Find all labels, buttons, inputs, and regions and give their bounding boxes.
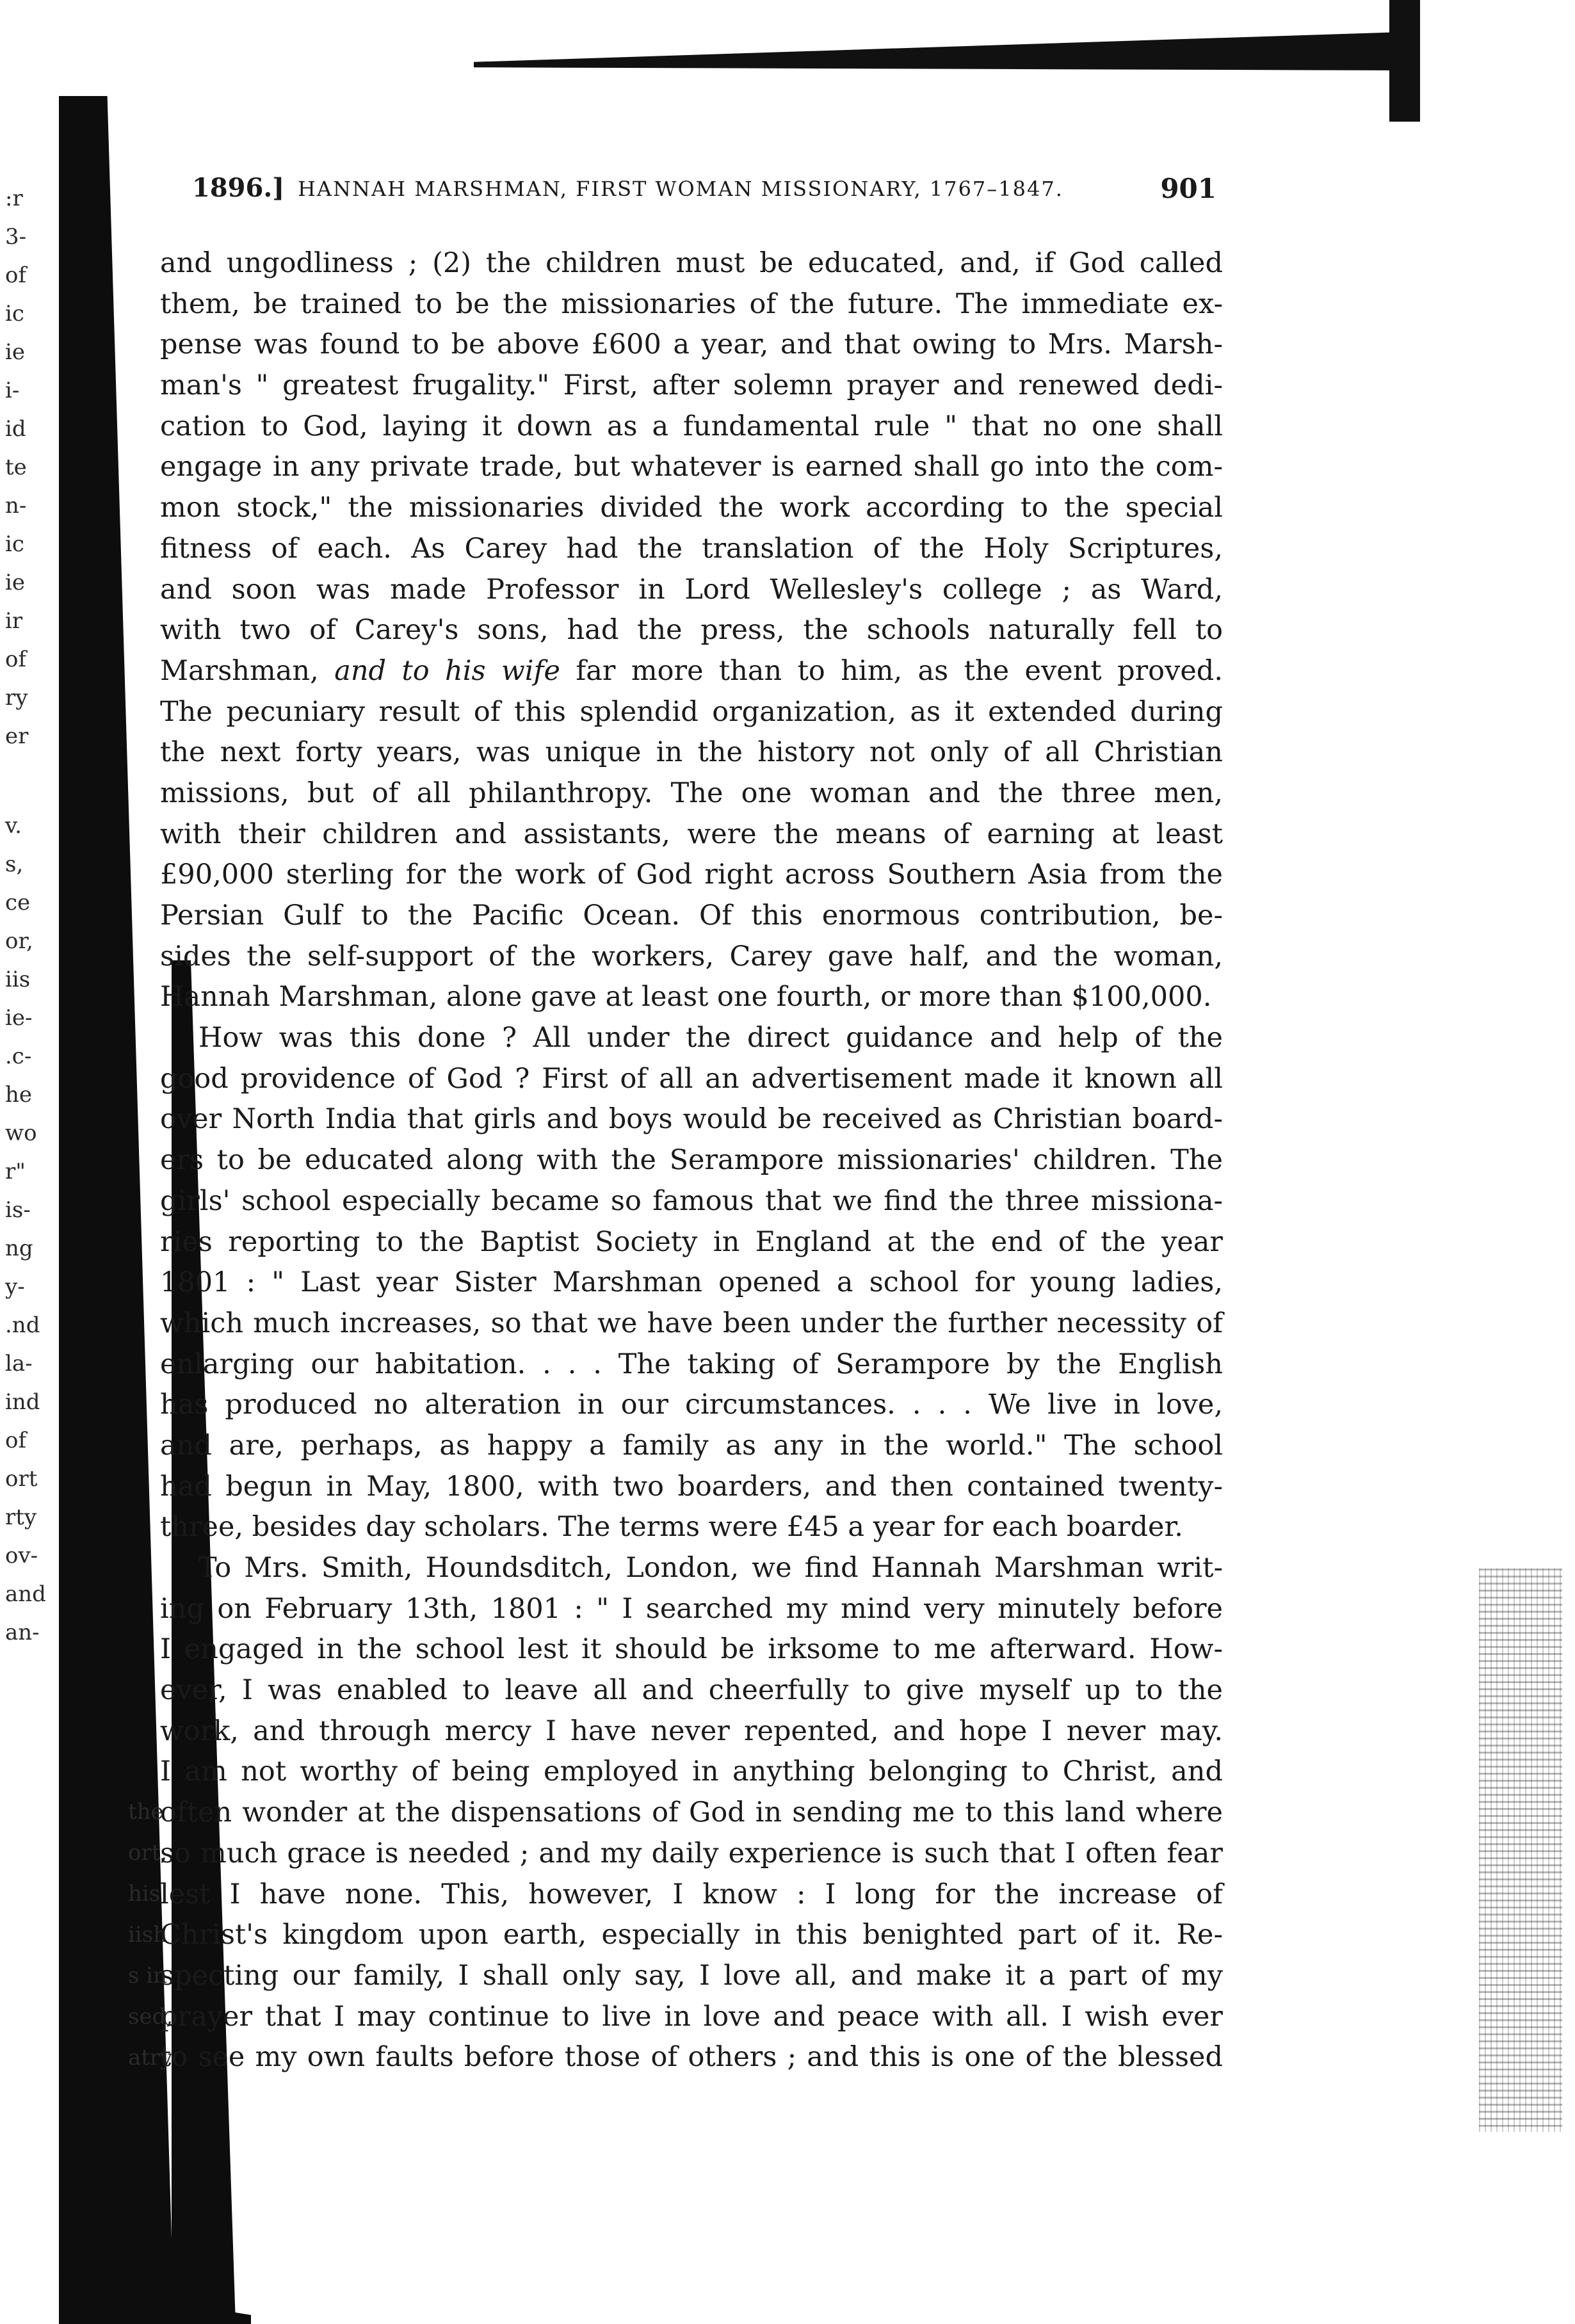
margin-fragment: or, [5, 928, 33, 954]
margin-fragment: ort [5, 1466, 38, 1492]
margin-fragment: s, [5, 851, 24, 877]
margin-fragment: iis [5, 967, 31, 992]
margin-fragment: s in [128, 1963, 168, 1989]
margin-fragment: iish [128, 1922, 168, 1948]
text-line: specting our family, I shall only say, I love all, and make it a part of my [160, 1959, 1223, 1992]
text-line: with their children and assistants, were the means of earning at least [160, 818, 1223, 850]
text-line: Persian Gulf to the Pacific Ocean. Of this enormous contribution, be- [160, 900, 1223, 932]
text-line: Hannah Marshman, alone gave at least one fourth, or more than $100,000. [160, 981, 1212, 1013]
text-line: prayer that I may continue to live in love and peace with all. I wish ever [160, 2000, 1223, 2033]
margin-fragment: rty [5, 1505, 37, 1530]
text-line: over North India that girls and boys would be received as Christian board- [160, 1103, 1223, 1136]
margin-fragment: his [128, 1881, 161, 1907]
body-text [160, 243, 1223, 2078]
margin-fragment: r" [5, 1159, 26, 1184]
scan-noise-right [1479, 1569, 1562, 2132]
running-head [192, 173, 1216, 211]
text-line: to see my own faults before those of others ; and this is one of the blessed [160, 2041, 1223, 2074]
text-line: enlarging our habitation. . . . The taking of Serampore by the English [160, 1348, 1223, 1380]
margin-fragment: is- [5, 1197, 31, 1223]
margin-fragment: ry [5, 685, 28, 711]
margin-fragment: id [5, 416, 26, 442]
header-year: 1896.] [192, 173, 285, 203]
previous-page-margin [0, 0, 59, 2324]
text-line: The pecuniary result of this splendid organization, as it extended during [160, 695, 1223, 728]
margin-fragment: la- [5, 1351, 33, 1376]
margin-fragment: er [5, 723, 29, 749]
margin-fragment: i- [5, 378, 20, 403]
text-line: ers to be educated along with the Serampore missionaries' children. The [160, 1144, 1223, 1177]
margin-fragment: ce [5, 890, 31, 916]
page-number: 901 [1160, 173, 1216, 204]
text-line: cation to God, laying it down as a fundamental rule " that no one shall [160, 410, 1223, 442]
margin-fragment: of [5, 647, 27, 672]
margin-fragment: of [5, 262, 27, 288]
text-line: and soon was made Professor in Lord Wellesley's college ; as Ward, [160, 573, 1223, 606]
text-line: them, be trained to be the missionaries of the future. The immediate ex- [160, 287, 1223, 320]
text-line: pense was found to be above £600 a year, and that owing to Mrs. Marsh- [160, 328, 1223, 361]
margin-fragment: :r [5, 186, 23, 211]
text-line: To Mrs. Smith, Houndsditch, London, we find Hannah Marshman writ- [198, 1552, 1223, 1584]
text-line: I am not worthy of being employed in anything belonging to Christ, and [160, 1755, 1223, 1788]
text-line: good providence of God ? First of all an advertisement made it known all [160, 1062, 1223, 1095]
margin-fragment: 3- [5, 224, 27, 250]
text-line: three, besides day scholars. The terms were £45 a year for each boarder. [160, 1511, 1183, 1544]
scan-shadow-top [474, 32, 1402, 70]
text-line: with two of Carey's sons, had the press, the schools naturally fell to [160, 614, 1223, 647]
margin-fragment: ie [5, 339, 25, 365]
margin-fragment: v. [5, 813, 22, 839]
margin-fragment: ie- [5, 1005, 33, 1031]
text-line: and are, perhaps, as happy a family as any in the world." The school [160, 1429, 1223, 1462]
margin-fragment: .nd [5, 1312, 40, 1338]
text-line: often wonder at the dispensations of God in sending me to this land where [160, 1796, 1223, 1829]
margin-fragment: an- [5, 1620, 40, 1645]
margin-fragment: sed, [128, 2004, 174, 2029]
text-line: the next forty years, was unique in the history not only of all Christian [160, 736, 1223, 769]
margin-fragment: ng [5, 1236, 33, 1261]
text-line: has produced no alteration in our circumstances. . . . We live in love, [160, 1389, 1223, 1421]
text-line: man's " greatest frugality." First, after solemn prayer and renewed dedi- [160, 369, 1223, 402]
text-line: mon stock," the missionaries divided the work according to the special [160, 492, 1223, 524]
margin-fragment: and [5, 1581, 46, 1607]
text-line: ing on February 13th, 1801 : " I searched my mind very minutely before [160, 1592, 1223, 1625]
text-line: 1801 : " Last year Sister Marshman opened a school for young ladies, [160, 1266, 1223, 1299]
scan-shadow-corner [1389, 0, 1420, 122]
margin-fragment: atry [128, 2045, 173, 2070]
margin-fragment: ind [5, 1389, 40, 1415]
text-line: ever, I was enabled to leave all and cheerfully to give myself up to the [160, 1674, 1223, 1707]
margin-fragment: te [5, 455, 27, 480]
text-line: had begun in May, 1800, with two boarders, and then contained twenty- [160, 1470, 1223, 1503]
text-line: How was this done ? All under the direct guidance and help of the [198, 1022, 1223, 1054]
text-line: missions, but of all philanthropy. The one woman and the three men, [160, 777, 1223, 809]
text-line: Marshman, and to his wife far more than to him, as the event proved. [160, 654, 1223, 687]
text-line: and ungodliness ; (2) the children must be educated, and, if God called [160, 247, 1223, 279]
margin-fragment: n- [5, 493, 27, 519]
margin-fragment: ov- [5, 1543, 38, 1569]
text-line: I engaged in the school lest it should be irksome to me afterward. How- [160, 1633, 1223, 1666]
margin-fragment: of [5, 1428, 27, 1453]
text-line: work, and through mercy I have never repented, and hope I never may. [160, 1715, 1223, 1747]
text-line: sides the self-support of the workers, Carey gave half, and the woman, [160, 940, 1223, 972]
margin-fragment: .c- [5, 1044, 32, 1069]
text-line: Christ's kingdom upon earth, especially in this benighted part of it. Re- [160, 1919, 1223, 1951]
margin-fragment: ie [5, 570, 25, 595]
margin-fragment: ir [5, 608, 23, 634]
margin-fragment: ic [5, 531, 24, 557]
header-title: HANNAH MARSHMAN, FIRST WOMAN MISSIONARY, 1767–1847. [298, 177, 1063, 201]
text-line: which much increases, so that we have been under the further necessity of [160, 1307, 1223, 1339]
margin-fragment: the [128, 1799, 164, 1825]
scan-spine-shadow [59, 96, 174, 2324]
margin-fragment: ic [5, 301, 24, 327]
text-line: fitness of each. As Carey had the translation of the Holy Scriptures, [160, 532, 1223, 565]
margin-fragment: he [5, 1082, 33, 1108]
text-line: engage in any private trade, but whatever is earned shall go into the com- [160, 451, 1223, 483]
margin-fragment: y- [5, 1274, 25, 1300]
text-line: £90,000 sterling for the work of God right across Southern Asia from the [160, 859, 1223, 891]
text-line: so much grace is needed ; and my daily experience is such that I often fear [160, 1837, 1223, 1869]
text-line: ries reporting to the Baptist Society in England at the end of the year [160, 1225, 1223, 1258]
text-line: girls' school especially became so famous that we find the three missiona- [160, 1184, 1223, 1217]
margin-fragment: wo [5, 1120, 37, 1146]
text-line: lest I have none. This, however, I know : I long for the increase of [160, 1878, 1223, 1910]
margin-fragment: ort, [128, 1840, 168, 1866]
